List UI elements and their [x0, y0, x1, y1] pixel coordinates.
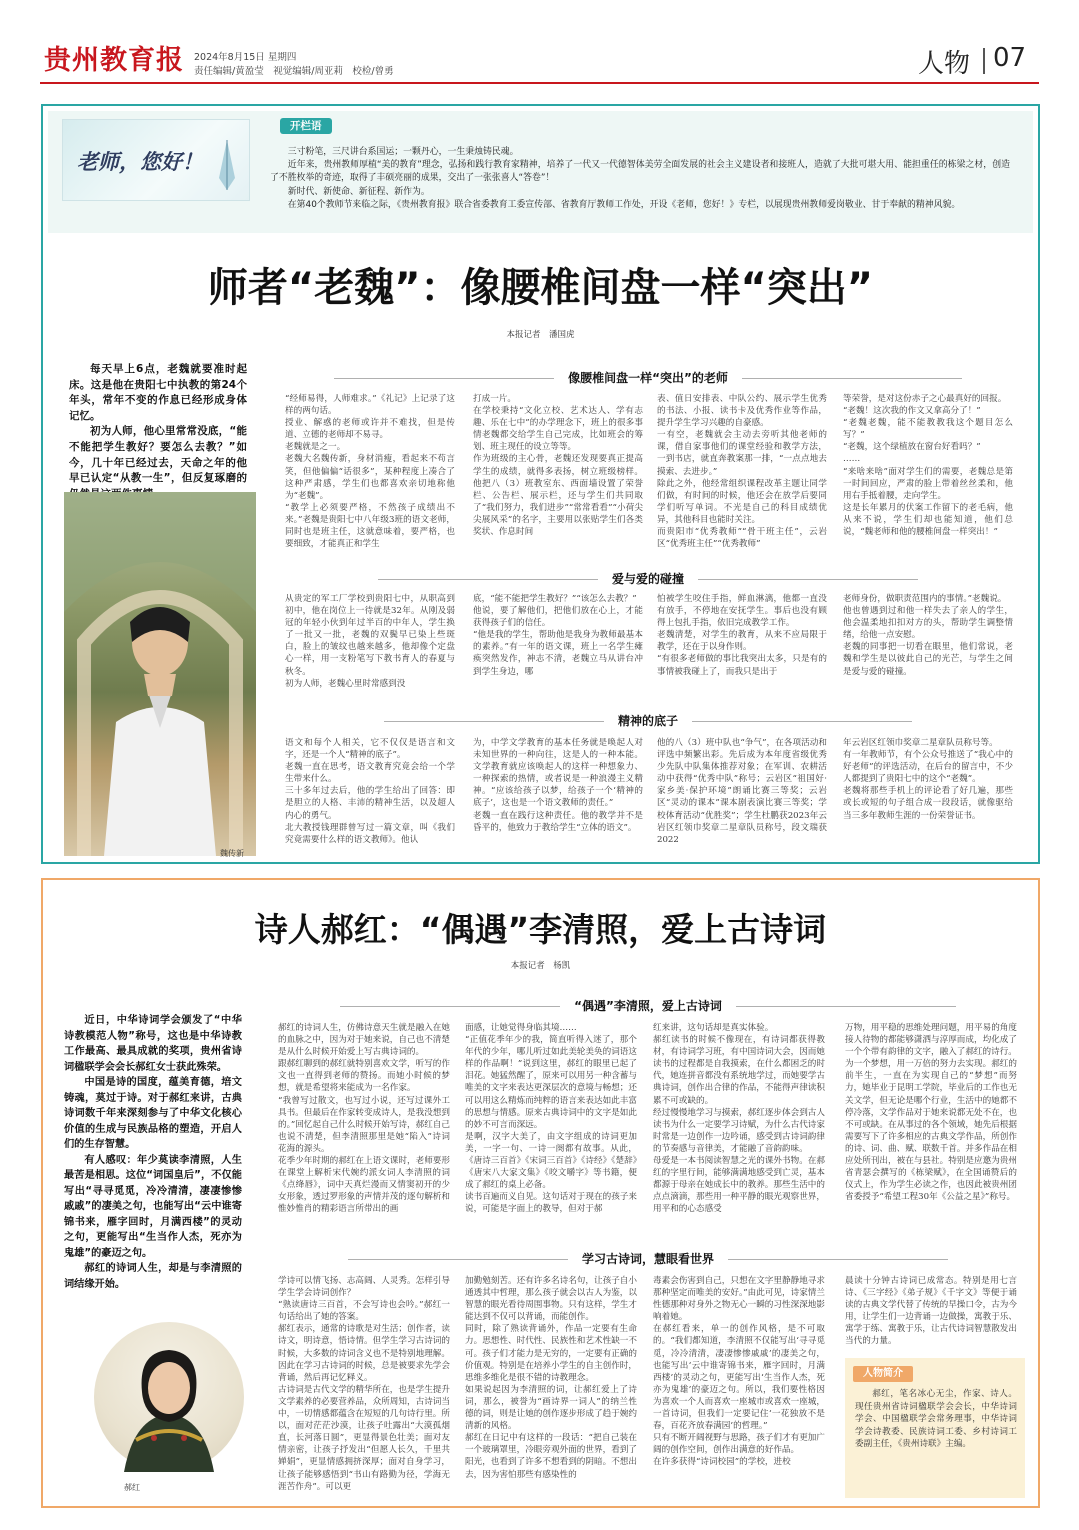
lead-paragraph: 中国是诗的国度，蕴美育德，培文铸魂，莫过于诗。对于郝红来讲，古典诗词数千年来深刻参与了中华文化核心价值的生成与民族品格的塑造，开启人们的生存智慧。 — [64, 1077, 242, 1150]
article2-subheading: “偶遇”李清照，爱上古诗词 — [268, 997, 1028, 1014]
poet-photo — [94, 1322, 244, 1472]
article1-headline: 师者“老魏”：像腰椎间盘一样“突出” — [207, 265, 874, 311]
page-divider — [983, 48, 985, 74]
pen-icon — [213, 138, 241, 192]
masthead-rule — [40, 82, 1039, 84]
article1-subheading: 爱与爱的碰撞 — [268, 570, 1028, 587]
article2-subheading: 学习古诗词，慧眼看世界 — [268, 1250, 1028, 1267]
article2-lead — [64, 1013, 242, 1290]
article1-body-col: 等荣誉，是对这份赤子之心最真好的回报。 “老魏！这次我的作文又拿高分了！” “老魏老魏，能不能教教我这个题目怎么写？” “老魏，这个绿植放在窗台好看吗？” …… “来啥来啥”面对学生们的需要，老魏总是第一时间回应，严肃的脸上带着丝丝柔和，他用右手抵着腰，走向学生。 这是长年累月的伏案工作留下的老毛病，他从来不说，学生们却也能知道，他们总说，“魏老师和他的腰椎间盘一样突出！” — [843, 394, 1013, 538]
lead-paragraph: 有人感叹：年少莫读李清照，人生最苦是相思。这位“词国皇后”，不仅能写出“寻寻觅觅，冷冷清清，凄凄惨惨戚戚”的凄美之句，也能写出“云中谁寄锦书来，雁字回时，月满西楼”的灵动之句，更能写出“生当作人杰，死亦为鬼雄”的豪迈之句。 — [64, 1154, 242, 1259]
arch-shape — [64, 492, 256, 856]
intro-paragraph: 三寸粉笔，三尺讲台系国运；一颗丹心，一生秉烛铸民魂。 — [287, 147, 519, 157]
editors-line: 责任编辑/黄盈莹 视觉编辑/周亚莉 校检/曾勇 — [194, 66, 394, 77]
article2-headline: 诗人郝红：“偶遇”李清照，爱上古诗词 — [254, 910, 827, 949]
article1-body-col: 表、值日安排表、中队公约、展示学生优秀的书法、小报、读书卡及优秀作业等作品，提升学生学习兴趣的自豪感。 一有空，老魏就会主动去旁听其他老师的课，借自家事他们的课堂经验和教学方法，一到书店，就直奔教案那一排，“一点点地去摸索、去进步。” 除此之外，他经常组织课程改革主题让同学们做，有时间的时候，他还会在放学后要同学们听写单词。不光是自己的科目成绩优异，其他科目也能时关注。 而贵阳市“优秀教师”“骨干班主任”，云岩区“优秀班主任”“优秀教师” — [657, 394, 827, 550]
lead-paragraph: 郝红的诗词人生，却是与李清照的词结缘开始。 — [64, 1263, 242, 1290]
article1-body-col: 他的八（3）班中队也“争气”，在各项活动和评选中频繁出彩。先后成为本年度省级优秀少先队中队集体推荐对象；在军训、农耕活动中获得“优秀中队”称号；云岩区“祖国好·家乡美·保护环境”朗诵比赛三等奖；云岩区“灵动的课本”课本剧表演比赛三等奖；学校体育活动“优胜奖”；学生杜鹏获2023年云岩区红领巾奖章二星章队员称号，段文瑞获2022 — [657, 738, 827, 845]
article2-body-col: 学诗可以情飞扬、志高阔、人灵秀。怎样引导学生学会诗词创作？ “熟读唐诗三百首，不会写诗也会吟。”郝红一句话给出了她的答案。 郝红表示，通常的诗歌是对生活；创作者，读诗文，明诗意，悟诗情。但学生学习古诗词的时候，大多数的诗词含义也不是特别地理解。因此在学习古诗词的时候，总是被要求先学会背诵，然后再记忆释义。 古诗词是古代文学的精华所在，也是学生提升文学素养的必要营养品，众所周知，古诗词当中，一切情感都蕴含在短短的几句诗行里。所以，面对茫茫沙漠，让孩子吐露出“大漠孤烟直，长河落日圆”，更显得景色壮美；面对友情亲密，让孩子抒发出“但愿人长久，千里共婵娟”，更显情感拥挤深厚；面对自身学习，让孩子能够感悟到“书山有路勤为径，学海无涯苦作舟”。可以更 — [278, 1276, 450, 1492]
banner-title: 老师，您好！ — [77, 149, 203, 174]
intro-tag: 开栏语 — [280, 118, 332, 134]
article2-body-col: 晨读十分钟古诗词已成常态。特别是用七言诗、《三字经》《弟子规》《千字文》等便于诵读的古典文学代替了传统的早操口令，古为今用，让学生们一边背诵一边做操，寓教于乐、寓学于练、寓教于乐，让古代诗词智慧散发出当代的力量。 — [845, 1276, 1017, 1347]
article2-body-col: 万物，用平稳的思维处理问题，用平易的角度接人待物的都能够潇洒与淳厚而成，均化成了一个个带有韵律的文字，融入了郝红的诗行。 为一个梦想，用一万倍的努力去实现。郝红的前半生，一直在为实现自己的“梦想”而努力，她毕业于昆明工学院，毕业后的工作也无关文学，但无论是哪个行业，生活中的她都不停冷落，文学作品对于她来说都无处不在，也不可或缺。在从事过的各个领域，她先后根据需要写下了许多相应的古典文学作品，所创作的诗、词、曲、赋、联数千首。并多作品在相应处所刊出，被在与县社。特别是应邀为贵州省青瑟会撰写的《栋梁赋》，在全国诵赞后的仪式上，作为学生必读之作，也因此被贵州团省委授予“希望工程30年《公益之星》”称号。 — [845, 1023, 1017, 1203]
profile-text: 郝红，笔名冰心无尘，作家、诗人。现任贵州省诗词楹联学会会长，中华诗词学会、中国楹联学会常务理事，中华诗词学会诗教委、民族诗词工委、乡村诗词工委副主任，《贵州诗联》主编。 — [855, 1389, 1017, 1449]
teacher-photo — [64, 492, 256, 856]
article1-body-col: 底，“能不能把学生教好？”“该怎么去教？” 他说，要了解他们，把他们放在心上，才能获得孩子们的信任。 “他是我的学生，帮助他是我身为教师最基本的素养。”有一年的语文课，班上一名学生瘫痪突然发作，神志不清，老魏立马从讲台冲到学生身边，哪 — [473, 594, 643, 677]
article2-body-col: 加勤勉刻苦。还有许多名诗名句，让孩子自小通透其中哲理，那么孩子就会以古人为鉴，以智慧的眼光看待周围事物。只有这样，学生才能达到不仅可以背诵，而能创作。 同时，除了熟读背诵外，作品一定要有生命力。思想性、时代性、民族性和艺术性缺一不可。孩子们才能力是无穷的，一定要有正确的价值观。特别是在培养小学生的自主创作时，思维多维化是很不错的诗教理念。 如果说起因为李清照的词，让郝红爱上了诗词，那么，被誉为“画诗界一词人”的纳兰性德的词，则是让她的创作逐步形成了趋于婉约清新的风格。 郝红在日记中有这样的一段话：“把自己装在一个玻璃罩里，冷眼旁观外面的世界，看到了阳光，也看到了许多不想看到的阴暗。不想出去，因为害怕那些有感染性的 — [465, 1276, 637, 1480]
article1-body-col: 语文和每个人相关，它不仅仅是语言和文字，还是一个人“精神的底子”。 老魏一直在思考，语文教育究竟会给一个学生带来什么。 三十多年过去后，他的学生给出了回答：即是胆立的人格、丰沛的精神生活，以及超人内心的勇气。 北大教授钱理群曾写过一篇文章，叫《我们究竟需要什么样的语文教师》。他认 — [285, 738, 455, 845]
newspaper-logo: 贵州教育报 — [44, 45, 184, 76]
lead-paragraph: 近日，中华诗词学会颁发了“中华诗教模范人物”称号，这也是中华诗教工作最高、最具成就的奖项，贵州省诗词楹联学会会长郝红女士获此殊荣。 — [64, 1015, 242, 1073]
article2-body-col: 毒素会伤害到自己，只想在文字里静静地寻求那种坚定而唯美的安好。”由此可见，诗家情兰性德那种对身外之物无心一瞬的习性深深地影响着她。 在郝红看来，单一的创作风格，是不可取的。“我们都知道，李清照不仅能写出‘寻寻觅觅，冷冷清清，凄凄惨惨戚戚’的凄美之句，也能写出‘云中谁寄锦书来，雁字回时，月满西楼’的灵动之句，更能写出‘生当作人杰，死亦为鬼雄’的豪迈之句。所以，我们要性格因为喜欢一个人而喜欢一座城市或喜欢一座城，一首诗词，但我们一定要记住‘一花独放不是春，百花齐放春满园’的哲理。” 只有不断开阔视野与思路，孩子们才有更加广阔的创作空间，创作出满意的好作品。 在许多获得“诗词校园”的学校，进校 — [653, 1276, 825, 1468]
article2-body-col: 面感，让她觉得身临其境…… “正值花季年少的我，简直听得入迷了，那个年代的少年，哪儿听过如此美轮美奂的词语这样的作品啊！”说到这里，郝红的眼里已起了泪花。她猛然醒了，原来可以用另一种含蓄与唯美的文字来表达更深层次的意境与畅想；还可以用这么精炼而纯粹的语言来表达如此丰富的思想与情感。原来古典诗词中的文字是如此的妙不可言而深远。 是啊，汉字大美了，由文字组成的诗词更加美，一字一句、一诗一阕都有故事。从此，《唐诗三百首》《宋词三百首》《诗经》《楚辞》《唐宋八大家文集》《咬文嚼字》等书籍，便成了郝红的桌上必备。 读书百遍而义自见。这句话对于现在的孩子来说，可能是字面上的教导，但对于郝 — [465, 1023, 637, 1215]
portrait-shape — [94, 1322, 244, 1472]
article1-subheading: 精神的底子 — [268, 712, 1028, 729]
teacher-photo-caption: 魏传新 — [220, 849, 244, 858]
article1-lead — [69, 362, 247, 494]
intro-paragraph: 在第40个教师节来临之际，《贵州教育报》联合省委教育工委宣传部、省教育厅教师工作处，开设《老师，您好！》专栏，以展现贵州教师爱岗敬业、甘于奉献的精神风貌。 — [287, 199, 961, 210]
profile-box — [845, 1358, 1025, 1498]
masthead — [0, 0, 1079, 82]
issue-date: 2024年8月15日 星期四 — [194, 52, 297, 63]
profile-title: 人物简介 — [853, 1366, 913, 1382]
section-name: 人物 — [918, 49, 971, 79]
lead-paragraph: 每天早上6点，老魏就要准时起床。这是他在贵阳七中执教的第24个年头，常年不变的作息已经形成身体记忆。 — [69, 363, 247, 422]
lead-paragraph: 初为人师，他心里常常没底，“能不能把学生教好？要怎么去教？”如今，几十年已经过去，天命之年的他早已认定“从教一生”，但反复琢磨的 — [69, 425, 247, 485]
article2-body-col: 郝红的诗词人生，仿佛诗意天生就是融入在她的血脉之中，因为对于她来说，自己也不清楚是从什么时候开始爱上写古典诗词的。 跟郝红聊到的郝红就特别喜欢文学，听写的作文也一直得到老师的赞扬。而她小时候的梦想，就是希望将来能成为一名作家。 “我曾写过散文，也写过小说，还写过课外工具书。但最后在作家转变成诗人，是我没想到的。”回忆起自己什么时候开始写诗，郝红自己也说不清楚，但李清照那里是她“陷入”诗词花海的源头。 花季少年时期的郝红在上语文课时，老师要形在课堂上解析宋代婉约派女词人李清照的词《点绛唇》，词中天真烂漫而又情窦初开的少女形象，透过罗形象的声情并茂的逐句解析和惟妙惟肖的精彩语言所带出的画 — [278, 1023, 450, 1215]
article2-body-col: 红来讲，这句话却是真实体验。 郝红读书的时候不像现在，有诗词都获得教材，有诗词学习班，有中国诗词大会，因而她读书的过程都是自我摸索，在什么都困乏的时代，她连拼音都没有系统地学过，而她要学古典诗词，创作出合律的作品，不能得声律读积累不可或缺的。 经过慢慢地学习与摸索，郝红逐步体会到古人读书为什么一定要学习诗赋，为什么古代诗家时常是一边创作一边吟诵，感受到古诗词韵律的节奏感与音律美，才能融了音韵韵味。 母爱是一本书阅读智慧之光的课外书物。在郝红的字里行间，能够满满地感受到亡灵，基本都源于母亲在她成长中的教养。那些生活中的点点滴滴，那些用一种平静的眼光观察世界，用平和的心态感受 — [653, 1023, 825, 1215]
article1-body-col: 老师身份，做职责范围内的事情。”老魏说。 他也曾遇到过和他一样失去了亲人的学生，他会温柔地扣扣对方的头，帮助学生调整情绪，给他一点安慰。 老魏的同事把一切看在眼里，他们常说，老魏和学生是以彼此自己的光芒，与学生之间是爱与爱的碰撞。 — [843, 594, 1013, 677]
intro-paragraph: 近年来，贵州教师厚植“美的教育”理念，弘扬和践行教育家精神，培养了一代又一代德智体美劳全面发展的社会主义建设者和接班人，造就了大批可堪大用、能担重任的栋梁之材，创造了不胜枚举的奇迹，取得了丰硕亮丽的成果，交出了一张张喜人“答卷”！ — [270, 160, 1010, 184]
poet-photo-caption: 郝红 — [124, 1483, 140, 1492]
article1-byline: 本报记者 潘国虎 — [506, 330, 575, 340]
intro-text — [270, 146, 1010, 230]
column-banner — [62, 119, 250, 201]
article1-body-col: 打成一片。 在学校秉持“文化立校、艺术达人、学有志趣、乐在七中”的办学理念下，班上的很多事情老魏都交给学生自己完成，比如班会的筹划、班主现任的设立等等。 作为班级的主心骨，老魏还发现要真正提高学生的成绩，就得多表扬，树立班级榜样。他把八（3）班教室东、西面墙设置了荣誉栏、公告栏、展示栏，还与学生们共同取了“我们努力，我们进步”“常常看看”“小荷尖尖展风采”的名字，主要用以张贴学生们各类奖状、作息时间 — [473, 394, 643, 538]
column-intro-box — [48, 111, 1033, 233]
article1-body-col: 怕被学生咬住手指，鲜血淋漓，他都一直没有放手，不停地在安抚学生。事后也没有顾得上包扎手指，依旧完成教学工作。 老魏清楚，对学生的教育，从来不应局限于教学，还在于以身作则。 “有很多老师做的事比我突出太多，只是有的事情被我碰上了，而我只是出于 — [657, 594, 827, 677]
article1-body-col: 为，中学文学教育的基本任务就是唤起人对未知世界的一种向往，这是人的一种本能。文学教育就应该唤起人的这样一种想象力、一种探索的热情，或者说是一种浪漫主义精神。“应该给孩子以梦，给孩子一个‘精神的底子’，这也是一个语文教师的责任。” 老魏一直在践行这种责任。他的教学并不是昏平的，他致力于教给学生“立体的语文”。 — [473, 738, 643, 833]
article1-subheading: 像腰椎间盘一样“突出”的老师 — [268, 369, 1028, 386]
article1-body-col: “经师易得，人师难求。”《礼记》上记录了这样的两句话。 授业、解惑的老师或许并不难找，但是传道、立德的老师却不易寻。 老魏就是之一。 老魏大名魏传新，身材消瘦，看起来不苟言笑，但他偏偏“话很多”，某种程度上凑合了这种严肃感，学生们也都喜欢亲切地称他为“老魏”。 “教学上必须要严格，不然孩子成绩出不来。”老魏是贵阳七中八年级3班的语文老师，同时也是班主任，这就意味着，要严格，也要细致，才能真正和学生 — [285, 394, 455, 550]
intro-paragraph: 新时代、新使命、新征程、新作为。 — [287, 186, 430, 197]
page-number: 07 — [993, 43, 1027, 73]
article1-body-col: 从贵定的军工厂学校到贵阳七中，从职高到初中，他在岗位上一待就是32年。从刚及弱冠的年轻小伙到年过半百的中年人，学生换了一批又一批，老魏的双鬓早已染上些斑白，脸上的皱纹也越来越多，他却像个定盘心一样，用一支粉笔写下教书育人的春夏与秋冬。 初为人师，老魏心里时常感到没 — [285, 594, 455, 689]
article1-body-col: 年云岩区红领巾奖章二星章队员称号等。 有一年教师节，有个公众号推送了“我心中的好老师”的评选活动，在后台的留言中，不少人都提到了贵阳七中的这个“老魏”。 老魏将那些手机上的评论看了好几遍，那些或长或短的句子组合成一段段话，就像驱给当三多年教师生涯的一份荣誉证书。 — [843, 738, 1013, 821]
article2-byline: 本报记者 杨凯 — [510, 961, 571, 971]
